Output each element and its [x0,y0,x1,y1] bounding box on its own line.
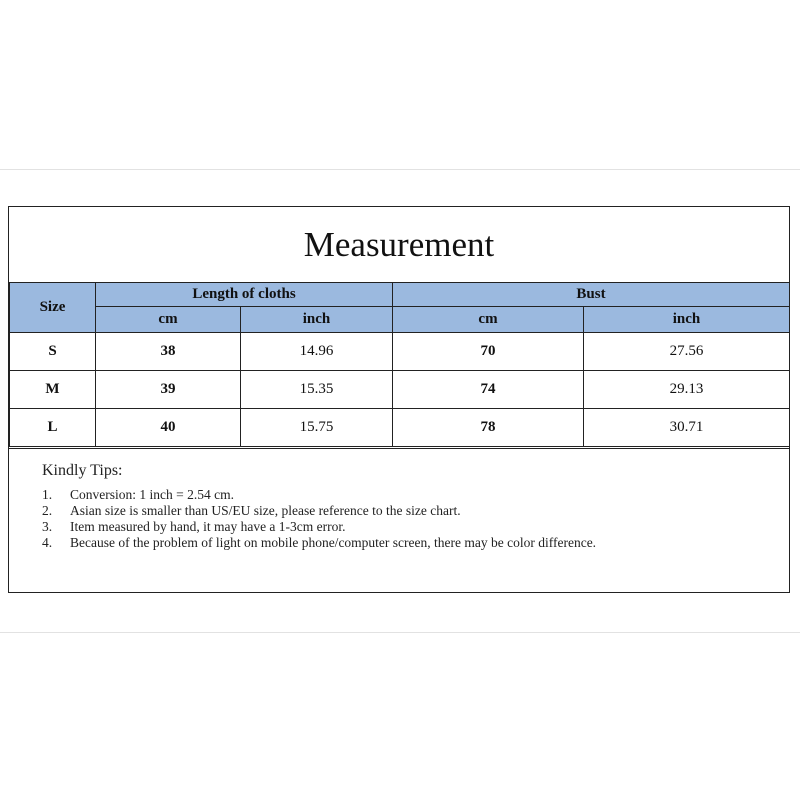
bust-inch-cell: 29.13 [584,371,790,409]
tip-text: Asian size is smaller than US/EU size, please reference to the size chart. [70,503,461,518]
length-cm-cell: 39 [96,371,241,409]
top-divider [0,169,800,170]
bust-group-header: Bust [393,283,790,307]
tips-list [42,487,742,551]
list-item [42,519,742,535]
length-inch-header: inch [241,307,393,333]
bottom-divider [0,632,800,633]
bust-cm-header: cm [393,307,584,333]
list-item [42,487,742,503]
table-row [10,333,790,371]
bust-inch-header: inch [584,307,790,333]
tips-heading: Kindly Tips: [42,462,123,479]
list-item [42,503,742,519]
table-row [10,409,790,447]
size-chart-card [8,206,790,593]
bust-inch-cell: 30.71 [584,409,790,447]
bust-cm-cell: 78 [393,409,584,447]
bust-cm-cell: 74 [393,371,584,409]
tip-text: Conversion: 1 inch = 2.54 cm. [70,487,234,502]
chart-title: Measurement [303,224,495,264]
table-row [10,371,790,409]
bust-cm-cell: 70 [393,333,584,371]
size-cell: M [10,371,96,409]
size-column-header: Size [10,283,96,333]
tip-number: 4. [42,535,53,550]
tip-number: 3. [42,519,53,534]
length-inch-cell: 15.35 [241,371,393,409]
list-item [42,535,742,551]
length-cm-header: cm [96,307,241,333]
table-subheader-row [10,307,790,333]
tip-text: Because of the problem of light on mobile phone/computer screen, there may be color difference. [70,535,597,550]
tip-number: 1. [42,487,53,502]
tip-number: 2. [42,503,53,518]
tips-section [9,448,789,550]
length-cm-cell: 40 [96,409,241,447]
size-cell: L [10,409,96,447]
tip-text: Item measured by hand, it may have a 1-3cm error. [70,519,346,534]
length-cm-cell: 38 [96,333,241,371]
size-cell: S [10,333,96,371]
table-header-row [10,283,790,307]
length-inch-cell: 15.75 [241,409,393,447]
bust-inch-cell: 27.56 [584,333,790,371]
size-table [9,282,790,447]
length-inch-cell: 14.96 [241,333,393,371]
length-group-header: Length of cloths [96,283,393,307]
